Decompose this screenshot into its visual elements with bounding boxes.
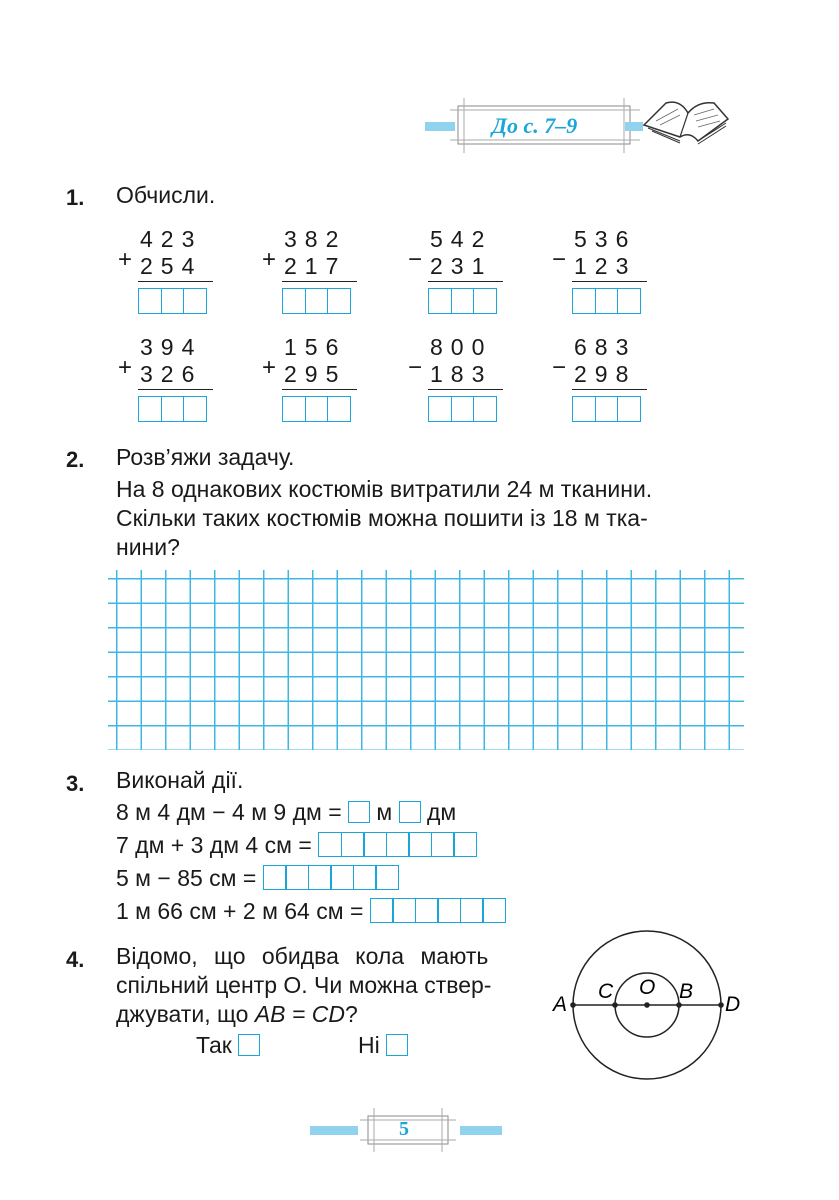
answer-box-dm[interactable]	[399, 801, 421, 823]
task4-number: 4.	[66, 947, 85, 972]
column-op: + 382 217	[262, 226, 362, 321]
point-O-label: O	[639, 976, 656, 999]
task4-line1: Відомо, що обидва кола мають	[116, 943, 489, 969]
column-op: + 423 254	[118, 226, 218, 321]
point-C-label: C	[598, 980, 614, 1003]
answer-boxes[interactable]	[282, 288, 350, 314]
task2-line3: нини?	[116, 534, 180, 560]
yes-checkbox[interactable]	[238, 1034, 260, 1056]
page-number: 5	[399, 1118, 409, 1140]
answer-boxes[interactable]	[138, 396, 206, 422]
answer-grid[interactable]	[108, 570, 744, 750]
answer-boxes[interactable]	[428, 288, 496, 314]
task2-title: Розв’яжи задачу.	[116, 444, 295, 470]
circles-diagram	[550, 928, 750, 1088]
column-op: − 536 123	[552, 226, 652, 321]
answer-boxes[interactable]	[282, 396, 350, 422]
answer-box-m[interactable]	[348, 801, 370, 823]
answer-boxes[interactable]	[263, 865, 398, 890]
task3-line1: 8 м 4 дм − 4 м 9 дм = м дм	[116, 799, 457, 825]
task3-line2: 7 дм + 3 дм 4 см =	[116, 830, 476, 861]
no-checkbox[interactable]	[386, 1034, 408, 1056]
book-icon	[640, 95, 732, 147]
point-A-label: A	[553, 993, 568, 1016]
yes-option: Так	[196, 1030, 260, 1061]
task2-number: 2.	[66, 447, 85, 472]
header-label: До с. 7–9	[492, 113, 578, 138]
answer-boxes[interactable]	[138, 288, 206, 314]
column-op: + 394 326	[118, 334, 218, 429]
column-op: − 542 231	[408, 226, 508, 321]
no-option: Ні	[358, 1030, 408, 1061]
task4-line2: спільний центр O. Чи можна ствер-	[116, 972, 492, 998]
column-op: − 683 298	[552, 334, 652, 429]
task4-line3: джувати, що AB = CD?	[116, 1001, 358, 1027]
task3-title: Виконай дії.	[116, 767, 244, 793]
answer-boxes[interactable]	[370, 898, 505, 923]
task2-line2: Скільки таких костюмів можна пошити із 18 м тка-	[116, 505, 648, 531]
answer-boxes[interactable]	[572, 396, 640, 422]
task1-number: 1.	[66, 185, 85, 210]
footer-stripe-left	[310, 1126, 358, 1135]
point-D-label: D	[725, 993, 741, 1016]
task1-title: Обчисли.	[116, 182, 216, 208]
point-B-label: B	[679, 980, 694, 1003]
task3-line4: 1 м 66 см + 2 м 64 см =	[116, 896, 505, 927]
answer-boxes[interactable]	[572, 288, 640, 314]
answer-boxes[interactable]	[428, 396, 496, 422]
task3-number: 3.	[66, 771, 85, 796]
column-op: − 800 183	[408, 334, 508, 429]
task2-line1: На 8 однакових костюмів витратили 24 м тканини.	[116, 476, 653, 502]
answer-boxes[interactable]	[318, 832, 476, 857]
column-op: + 156 295	[262, 334, 362, 429]
footer-stripe-right	[460, 1126, 502, 1135]
task3-line3: 5 м − 85 см =	[116, 863, 398, 894]
